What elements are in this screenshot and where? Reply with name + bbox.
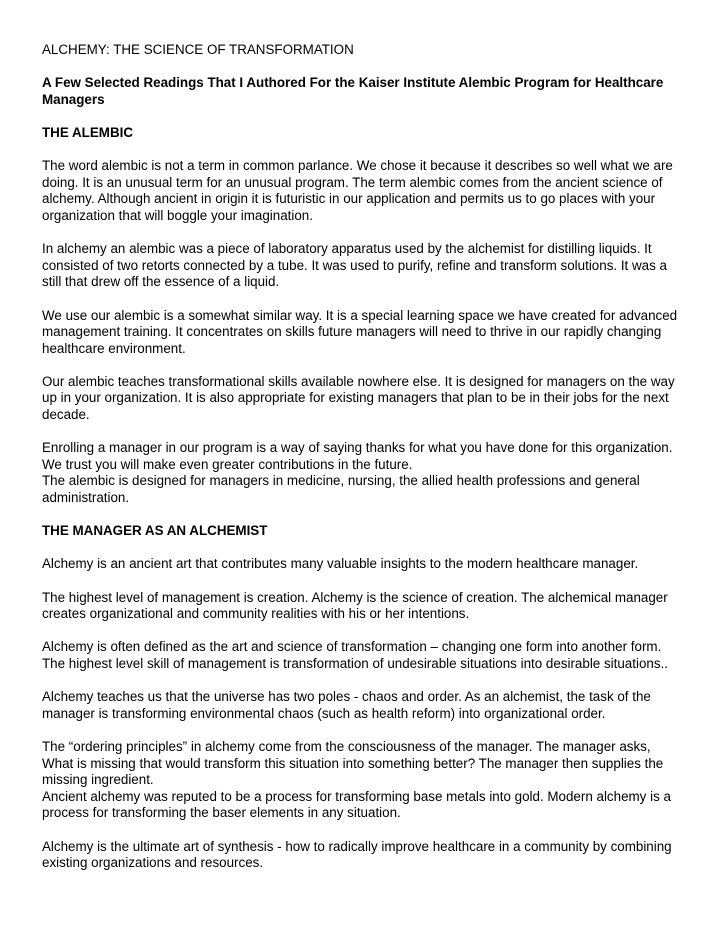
paragraph: Alchemy is an ancient art that contributes many valuable insights to the modern healthcare manager. (42, 556, 639, 572)
document-subtitle: A Few Selected Readings That I Authored For the Kaiser Institute Alembic Program for Healthcare Managers (42, 75, 664, 107)
paragraph: Alchemy is often defined as the art and science of transformation – changing one form into another form. The highest level skill of management is transformation of undesirable situations into desirable situations.. (42, 639, 668, 671)
paragraph: The alembic is designed for managers in medicine, nursing, the allied health professions and general administration. (42, 473, 640, 506)
paragraph: Our alembic teaches transformational skills available nowhere else. It is designed for managers on the way up in your organization. It is also appropriate for existing managers that plan to be in their jobs for the next decade. (42, 373, 675, 423)
paragraph: The highest level of management is creation. Alchemy is the science of creation. The alchemical manager creates organizational and community realities with his or her intentions. (42, 589, 668, 622)
paragraph: In alchemy an alembic was a piece of laboratory apparatus used by the alchemist for distilling liquids. It consisted of two retorts connected by a tube. It was used to purify, refine and transform solutions. It was a still that drew off the essence of a liquid. (42, 241, 667, 290)
paragraph: The “ordering principles” in alchemy come from the consciousness of the manager. The manager asks, What is missing that would transform this situation into something better? The manager then supplies the missing ingredient. (42, 738, 664, 788)
document-page (42, 42, 678, 888)
section-heading-manager-as-alchemist: THE MANAGER AS AN ALCHEMIST (42, 523, 268, 539)
paragraph: We use our alembic is a somewhat similar way. It is a special learning space we have created for advanced management training. It concentrates on skills future managers will need to thrive in our rapidly changing healthcare environment. (42, 307, 678, 356)
document-title: ALCHEMY: THE SCIENCE OF TRANSFORMATION (42, 42, 354, 57)
paragraph: The word alembic is not a term in common parlance. We chose it because it describes so well what we are doing. It is an unusual term for an unusual program. The term alembic comes from the ancient science of alchemy. Although ancient in origin it is futuristic in our application and permits us to go places with your organization that will boggle your imagination. (42, 158, 673, 223)
paragraph: Alchemy is the ultimate art of synthesis - how to radically improve healthcare in a community by combining existing organizations and resources. (42, 838, 672, 871)
paragraph: Ancient alchemy was reputed to be a process for transforming base metals into gold. Modern alchemy is a process for transforming the baser elements in any situation. (42, 788, 671, 821)
paragraph: Enrolling a manager in our program is a way of saying thanks for what you have done for this organization. We trust you will make even greater contributions in the future. (42, 440, 673, 472)
section-heading-alembic: THE ALEMBIC (42, 124, 134, 140)
paragraph: Alchemy teaches us that the universe has two poles - chaos and order. As an alchemist, the task of the manager is transforming environmental chaos (such as health reform) into organizational order. (42, 689, 651, 721)
